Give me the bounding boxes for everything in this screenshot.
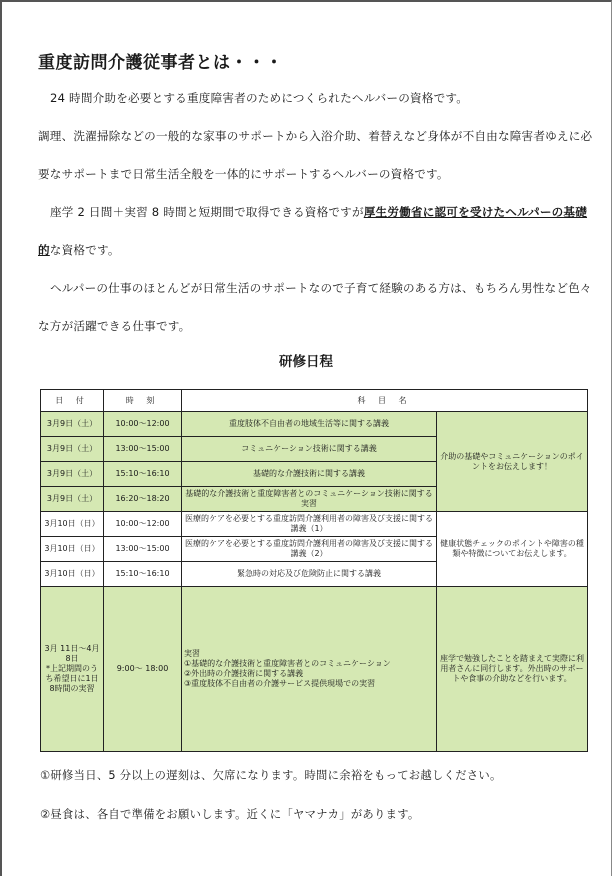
- table-row: [41, 412, 588, 437]
- row-subject: 緊急時の対応及び危険防止に関する講義: [182, 562, 437, 587]
- row-date: 3月10日（日）: [41, 562, 104, 587]
- qualification-text-end: な資格です。: [49, 243, 120, 257]
- practicum-date-line: *上記期間のうち希望日に1日: [45, 664, 99, 683]
- header-time: 時 刻: [104, 390, 182, 412]
- practicum-subject: [182, 587, 437, 752]
- remark-day1: 介助の基礎やコミュニケーションのポイントをお伝えします！: [437, 412, 588, 512]
- practicum-date-line: 3月 11日～4月: [44, 644, 100, 653]
- row-date: 3月9日（土）: [41, 437, 104, 462]
- work-paragraph: ヘルパーの仕事のほとんどが日常生活のサポートなので子育て経験のある方は、もちろん男性など色々な方が活躍できる仕事です。: [38, 281, 592, 333]
- practicum-row: [41, 587, 588, 752]
- table-row: [41, 512, 588, 537]
- note-lunch: ②昼食は、各自で準備をお願いします。近くに「ヤマナカ」があります。: [40, 808, 420, 821]
- row-date: 3月9日（土）: [41, 487, 104, 512]
- row-date: 3月9日（土）: [41, 462, 104, 487]
- remark-day2: 健康状態チェックのポイントや障害の種類や特徴についてお伝えします。: [437, 512, 588, 587]
- row-subject: コミュニケーション技術に関する講義: [182, 437, 437, 462]
- table-header-row: [41, 390, 588, 412]
- row-time: 13:00～15:00: [104, 437, 182, 462]
- practicum-subject-line: ②外出時の介護技術に関する講義: [184, 669, 304, 678]
- qualification-text: 座学 2 日間＋実習 8 時間と短期間で取得できる資格ですが: [50, 205, 364, 219]
- row-subject: 基礎的な介護技術と重度障害者とのコミュニケーション技術に関する実習: [182, 487, 437, 512]
- practicum-remark: 座学で勉強したことを踏まえて実際に利用者さんに同行します。外出時のサポートや食事の介助などを行います。: [437, 587, 588, 752]
- row-subject: 基礎的な介護技術に関する講義: [182, 462, 437, 487]
- row-time: 15:10～16:10: [104, 462, 182, 487]
- qualification-emphasis: 厚生労働省に認可を受けたヘルパーの基礎的: [38, 205, 588, 257]
- row-subject: 医療的ケアを必要とする重度訪問介護利用者の障害及び支援に関する講義（1）: [182, 512, 437, 537]
- schedule-table: [40, 389, 588, 752]
- practicum-subject-line: ①基礎的な介護技術と重度障害者とのコミュニケーション: [184, 659, 391, 668]
- practicum-subject-line: ③重度肢体不自由者の介護サービス提供現場での実習: [184, 679, 376, 688]
- row-time: 15:10～16:10: [104, 562, 182, 587]
- row-subject: 重度肢体不自由者の地域生活等に関する講義: [182, 412, 437, 437]
- row-date: 3月10日（日）: [41, 537, 104, 562]
- header-subject: 科 目 名: [182, 390, 588, 412]
- row-subject: 医療的ケアを必要とする重度訪問介護利用者の障害及び支援に関する講義（2）: [182, 537, 437, 562]
- practicum-subject-line: 実習: [184, 649, 200, 658]
- note-lateness: ①研修当日、5 分以上の遅刻は、欠席になります。時間に余裕をもってお越しください。: [40, 769, 502, 782]
- support-paragraph: 調理、洗濯掃除などの一般的な家事のサポートから入浴介助、着替えなど身体が不自由な障害者ゆえに必要なサポートまで日常生活全般を一体的にサポートするヘルバーの資格です。: [38, 129, 593, 181]
- practicum-date: [41, 587, 104, 752]
- schedule-title: 研修日程: [279, 354, 333, 370]
- row-date: 3月9日（土）: [41, 412, 104, 437]
- practicum-time: 9:00～ 18:00: [104, 587, 182, 752]
- document-title: 重度訪問介護従事者とは・・・: [38, 53, 283, 73]
- row-time: 10:00～12:00: [104, 512, 182, 537]
- practicum-date-line: 8日: [65, 654, 79, 663]
- intro-paragraph: 24 時間介助を必要とする重度障害者のためにつくられたヘルバーの資格です。: [50, 91, 469, 105]
- header-date: 日 付: [41, 390, 104, 412]
- row-time: 13:00～15:00: [104, 537, 182, 562]
- qualification-paragraph: [38, 193, 598, 269]
- row-time: 16:20～18:20: [104, 487, 182, 512]
- row-date: 3月10日（日）: [41, 512, 104, 537]
- practicum-date-line: 8時間の実習: [49, 684, 95, 693]
- row-time: 10:00～12:00: [104, 412, 182, 437]
